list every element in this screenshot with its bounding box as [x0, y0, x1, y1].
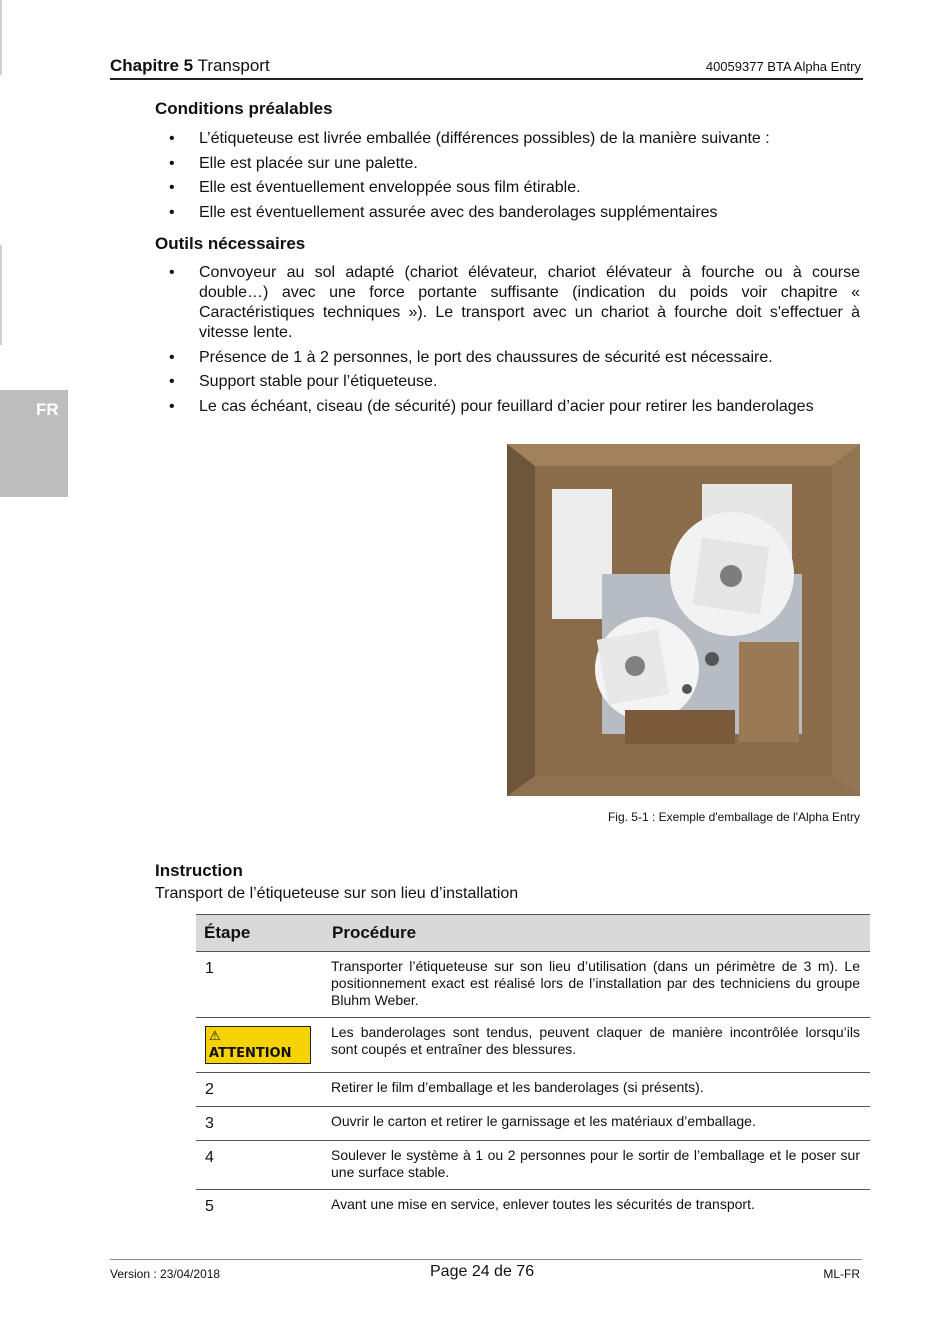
prerequisites-heading: Conditions préalables: [155, 99, 333, 118]
attention-badge: [205, 1026, 311, 1064]
step-text: Les banderolages sont tendus, peuvent claquer de manière incontrôlée lorsqu’ils sont coupés et entraîner des blessures.: [321, 1018, 870, 1073]
warning-cell: [196, 1018, 321, 1073]
list-item: • Convoyeur au sol adapté (chariot élévateur, chariot élévateur à fourche ou à course double…) avec une force portante suffisante (indication du poids voir chapitre « Caractéristiques techniques »). Le transport avec un chariot à fourche doit s'effectuer à vitesse lente.: [155, 263, 860, 343]
attention-label: ATTENTION: [209, 1046, 292, 1061]
step-text: Avant une mise en service, enlever toutes les sécurités de transport.: [321, 1190, 870, 1224]
step-number: 3: [196, 1107, 321, 1141]
warning-triangle-icon: ⚠: [209, 1029, 221, 1044]
page-footer: [110, 1259, 862, 1281]
instruction-heading: Instruction: [155, 861, 243, 880]
list-item: • Elle est éventuellement enveloppée sous film étirable.: [155, 178, 860, 198]
packaging-photo: [507, 444, 860, 796]
step-number: 5: [196, 1190, 321, 1224]
document-reference: 40059377 BTA Alpha Entry: [705, 59, 861, 74]
instruction-subtitle: Transport de l’étiqueteuse sur son lieu d’installation: [155, 885, 519, 902]
chapter-title: [110, 56, 270, 76]
page-edge-mark: [0, 245, 2, 345]
tools-list: [155, 263, 860, 421]
language-tab: [0, 390, 68, 497]
step-text: Retirer le film d’emballage et les banderolages (si présents).: [321, 1073, 870, 1107]
language-code: ML-FR: [823, 1267, 860, 1281]
list-item: • L’étiqueteuse est livrée emballée (différences possibles) de la manière suivante :: [155, 129, 860, 149]
list-item: • Elle est éventuellement assurée avec des banderolages supplémentaires: [155, 203, 860, 223]
list-item: • Support stable pour l’étiqueteuse.: [155, 372, 860, 392]
tools-heading: Outils nécessaires: [155, 234, 306, 253]
chapter-name: Transport: [197, 56, 270, 75]
prerequisites-list: [155, 129, 860, 227]
chapter-label: Chapitre 5: [110, 56, 194, 75]
step-number: 2: [196, 1073, 321, 1107]
step-number: 1: [196, 952, 321, 1018]
table-row: [196, 1073, 870, 1107]
list-item: • Présence de 1 à 2 personnes, le port des chaussures de sécurité est nécessaire.: [155, 348, 860, 368]
table-header-row: [196, 915, 870, 952]
page-number: Page 24 de 76: [430, 1263, 535, 1280]
step-number: 4: [196, 1141, 321, 1190]
table-row: [196, 1190, 870, 1224]
list-item: • Elle est placée sur une palette.: [155, 154, 860, 174]
table-row: [196, 1107, 870, 1141]
column-header-step: Étape: [196, 915, 321, 952]
list-item: • Le cas échéant, ciseau (de sécurité) pour feuillard d’acier pour retirer les banderolages: [155, 397, 860, 417]
step-text: Ouvrir le carton et retirer le garnissage et les matériaux d’emballage.: [321, 1107, 870, 1141]
column-header-procedure: Procédure: [321, 915, 870, 952]
packaging-photo-illustration: [507, 444, 860, 796]
step-text: Soulever le système à 1 ou 2 personnes pour le sortir de l’emballage et le poser sur une surface stable.: [321, 1141, 870, 1190]
version-date: Version : 23/04/2018: [110, 1267, 221, 1281]
page-edge-mark: [0, 0, 2, 75]
step-text: Transporter l’étiqueteuse sur son lieu d’utilisation (dans un périmètre de 3 m). Le positionnement exact est réalisé lors de l’installation par des techniciens du groupe Bluhm Weber.: [321, 952, 870, 1018]
language-tab-label: FR: [36, 400, 59, 419]
table-row: [196, 952, 870, 1018]
page-header: [110, 56, 863, 80]
figure-caption: Fig. 5-1 : Exemple d'emballage de l'Alpha Entry: [607, 810, 860, 824]
procedure-table: [196, 914, 870, 1223]
table-row: [196, 1141, 870, 1190]
table-row: [196, 1018, 870, 1073]
